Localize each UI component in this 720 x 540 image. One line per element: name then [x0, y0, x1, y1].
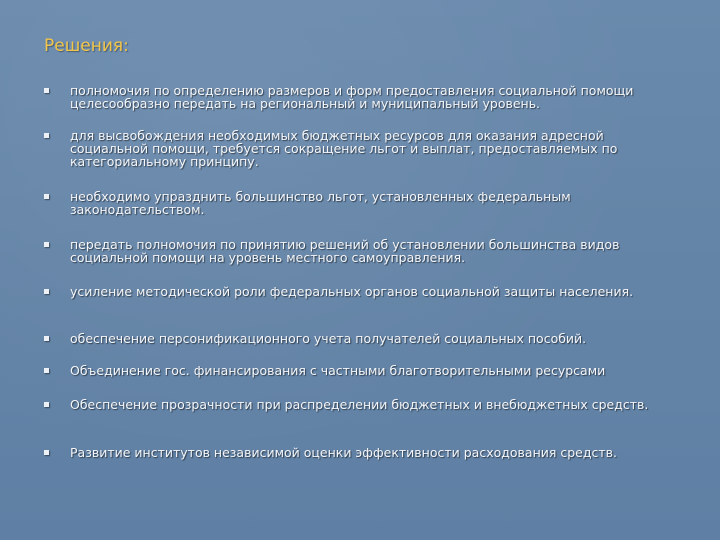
bullet-text: Объединение гос. финансирования с частными благотворительными ресурсами	[70, 363, 606, 378]
square-bullet-icon	[44, 368, 49, 373]
bullet-text: необходимо упразднить большинство льгот, установленных федеральным законодательством.	[70, 189, 571, 217]
bullet-text: Развитие институтов независимой оценки эффективности расходования средств.	[70, 445, 617, 460]
square-bullet-icon	[44, 336, 49, 341]
square-bullet-icon	[44, 242, 49, 247]
square-bullet-icon	[44, 289, 49, 294]
bullet-text: усиление методической роли федеральных органов социальной защиты населения.	[70, 284, 634, 299]
square-bullet-icon	[44, 402, 49, 407]
slide-title: Решения:	[44, 36, 129, 56]
bullet-text: для высвобождения необходимых бюджетных ресурсов для оказания адресной социальной помощи, требуется сокращение льгот и выплат, предоставляемых по категориальному принципу.	[70, 128, 618, 169]
bullet-text: полномочия по определению размеров и форм предоставления социальной помощи целесообразно передать на региональный и муниципальный уровень.	[70, 83, 634, 111]
bullet-text: Обеспечение прозрачности при распределении бюджетных и внебюджетных средств.	[70, 397, 649, 412]
square-bullet-icon	[44, 450, 49, 455]
square-bullet-icon	[44, 194, 49, 199]
bullet-text: передать полномочия по принятию решений об установлении большинства видов социальной помощи на уровень местного самоуправления.	[70, 237, 620, 265]
bullet-text: обеспечение персонификационного учета получателей социальных пособий.	[70, 331, 587, 346]
square-bullet-icon	[44, 88, 49, 93]
square-bullet-icon	[44, 133, 49, 138]
